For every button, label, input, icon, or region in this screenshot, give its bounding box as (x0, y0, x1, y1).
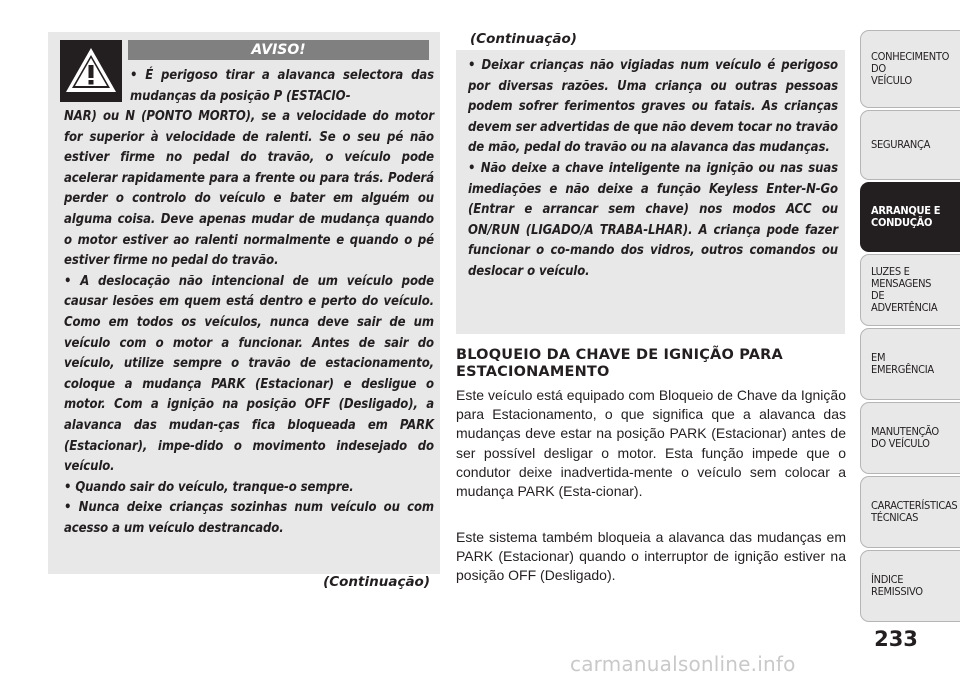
tab-label: ÍNDICE REMISSIVO (871, 573, 923, 598)
tab-label: CONHECIMENTO DO VEÍCULO (871, 50, 950, 87)
tab-label: EM EMERGÊNCIA (871, 351, 934, 376)
warning-body-right (468, 56, 838, 283)
tab-conhecimento-do-veiculo[interactable] (860, 30, 960, 108)
warning-lead-text: • É perigoso tirar a alavanca selectora das mudanças da posição P (ESTACIO- (130, 68, 434, 104)
tab-luzes-e-mensagens[interactable] (860, 254, 960, 326)
warning-paragraph: • Deixar crianças não vigiadas num veículo é perigoso por diversas razões. Uma criança ou outras pessoas podem sofrer ferimentos graves ou fatais. As crianças devem ser advertidas de que não devem tocar no travão de mão, pedal do travão ou na alavanca das mudanças. (468, 58, 838, 156)
continuation-label-right: (Continuação) (470, 31, 577, 47)
warning-paragraph: NAR) ou N (PONTO MORTO), se a velocidade do motor for superior à velocidade de ralenti. Se o seu pé não estiver firme no pedal do travão, o veículo pode acelerar rapidamente para a frente ou para trás. Poderá perder o controlo do veículo e bater em alguém ou alguma coisa. Deve apenas mudar de mudança quando o motor estiver ao ralenti normalmente e quando o pé estiver firme no pedal do travão. (64, 109, 434, 269)
warning-header: AVISO! (128, 40, 429, 60)
warning-paragraph: • Quando sair do veículo, tranque-o sempre. (64, 479, 354, 495)
tab-indice-remissivo[interactable] (860, 550, 960, 622)
tab-label: SEGURANÇA (871, 138, 931, 151)
tab-label: CARACTERÍSTICAS TÉCNICAS (871, 499, 958, 524)
tab-arranque-e-conducao[interactable] (860, 182, 960, 252)
warning-paragraph: • Nunca deixe crianças sozinhas num veículo ou com acesso a um veículo destrancado. (64, 500, 434, 536)
body-paragraph: Este sistema também bloqueia a alavanca das mudanças em PARK (Estacionar) quando o interruptor de ignição estiver na posição OFF (Desligado). (456, 529, 846, 584)
watermark-text: carmanualsonline.info (570, 652, 796, 676)
continuation-label-left: (Continuação) (323, 574, 430, 590)
tab-manutencao-do-veiculo[interactable] (860, 402, 960, 474)
tab-label: MANUTENÇÃO DO VEÍCULO (871, 425, 939, 450)
tab-label: ARRANQUE E CONDUÇÃO (871, 204, 941, 229)
section-heading: BLOQUEIO DA CHAVE DE IGNIÇÃO PARA ESTACIONAMENTO (456, 347, 783, 380)
warning-triangle-icon (60, 40, 122, 102)
warning-body-left (64, 107, 434, 539)
tab-label: LUZES E MENSAGENS DE ADVERTÊNCIA (871, 265, 938, 314)
page-number: 233 (874, 627, 918, 651)
warning-paragraph: • A deslocação não intencional de um veículo pode causar lesões em quem está dentro e perto do veículo. Como em todos os veículos, nunca deve sair de um veículo com o motor a funcionar. Antes de sair do veículo, utilize sempre o travão de estacionamento, coloque a mudança PARK (Estacionar) e desligue o motor. Com a ignição na posição OFF (Desligado), a alavanca das mudan-ças fica bloqueada em PARK (Estacionar), impe-dido o movimento indesejado do veículo. (64, 273, 434, 475)
warning-paragraph: • Não deixe a chave inteligente na ignição ou nas suas imediações e não deixe a função Keyless Enter-N-Go (Entrar e arrancar sem chave) nos modos ACC ou ON/RUN (LIGADO/A TRABA-LHAR). A criança pode fazer funcionar o co-mando dos vidros, outros comandos ou deslocar o veículo. (468, 160, 838, 279)
body-paragraph: Este veículo está equipado com Bloqueio de Chave da Ignição para Estacionamento, o que significa que a alavanca das mudanças deve estar na posição PARK (Estacionar) antes de ser possível desligar o motor. Esta função impede que o condutor deixe inadvertida-mente o veículo sem colocar a mudança PARK (Esta-cionar). (456, 387, 846, 500)
tab-caracteristicas-tecnicas[interactable] (860, 476, 960, 548)
tab-seguranca[interactable] (860, 110, 960, 180)
tab-em-emergencia[interactable] (860, 328, 960, 400)
